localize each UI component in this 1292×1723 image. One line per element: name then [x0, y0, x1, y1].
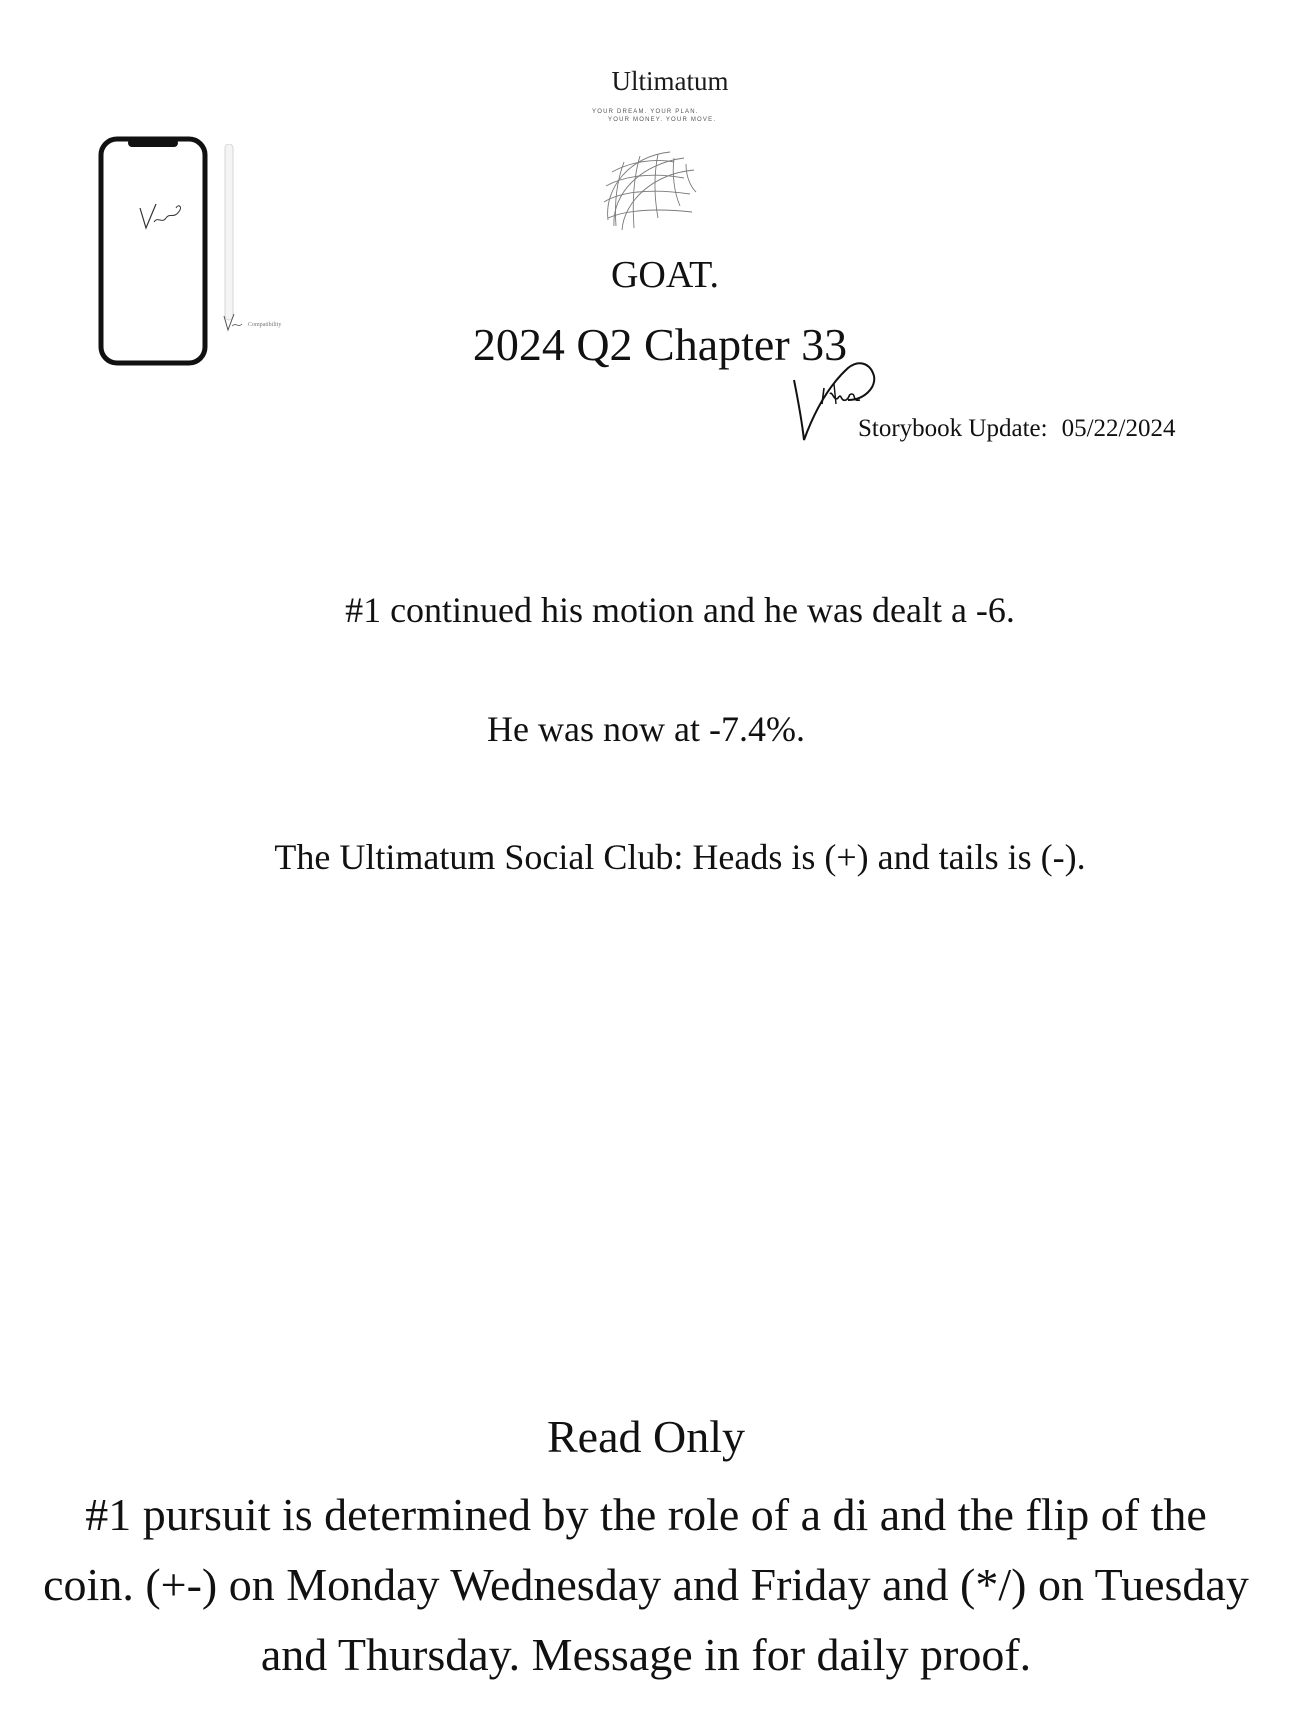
- chapter-heading: 2024 Q2 Chapter 33: [472, 319, 848, 370]
- update-label: Storybook Update:: [858, 415, 1048, 442]
- footer-text: #1 pursuit is determined by the role of a di and the flip of the coin. (+-) on Monday Wednesday and Friday and (*/) on Tuesday and Thursday. Message in for daily proof.: [43, 1489, 1249, 1680]
- page-title: GOAT.: [610, 254, 719, 296]
- compatibility-mark-icon: [222, 312, 292, 334]
- paragraph-2: He was now at -7.4%.: [487, 709, 805, 749]
- paragraph-1: #1 continued his motion and he was dealt a -6.: [345, 590, 1015, 630]
- tagline-line-2: YOUR MONEY. YOUR MOVE.: [608, 117, 717, 123]
- paragraph-3: The Ultimatum Social Club: Heads is (+) and tails is (-).: [274, 837, 1086, 877]
- compat-label: Compatibility: [248, 322, 282, 328]
- globe-logo-icon: [600, 148, 700, 234]
- read-only-heading: Read Only: [546, 1411, 745, 1462]
- phone-signature-icon: [136, 198, 186, 234]
- storybook-update: [858, 415, 1175, 443]
- phone-illustration-icon: [98, 136, 208, 366]
- brand-tagline: [592, 108, 732, 124]
- tagline-line-1: YOUR DREAM. YOUR PLAN.: [592, 109, 699, 115]
- update-date: 05/22/2024: [1061, 415, 1176, 442]
- brand-name: Ultimatum: [611, 66, 729, 96]
- stylus-icon: [222, 144, 236, 324]
